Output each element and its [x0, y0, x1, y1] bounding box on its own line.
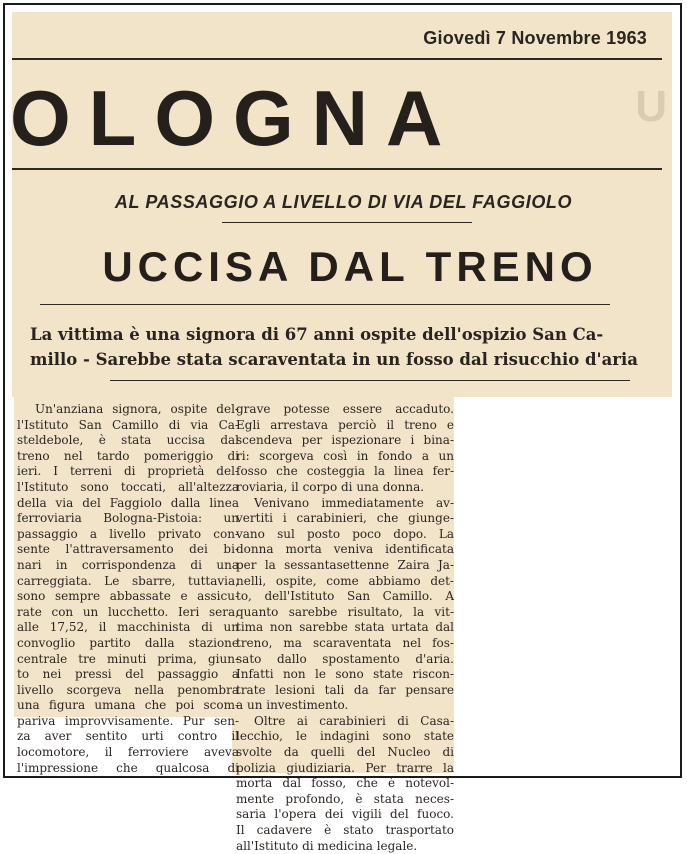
body-line: mente profondo, è stata neces-	[236, 791, 454, 806]
body-line: convoglio partito dalla stazione	[17, 635, 239, 650]
article-headline: UCCISA DAL TRENO	[102, 243, 598, 290]
body-line: rate con un lucchetto. Ieri sera,	[17, 604, 239, 619]
body-line: grave potesse essere accaduto.	[236, 402, 454, 416]
body-line: alle 17,52, il macchinista di un	[17, 620, 239, 635]
body-line: za aver sentito urti contro il	[17, 729, 239, 744]
body-line: centrale tre minuti prima, giun-	[17, 651, 239, 666]
body-line: l'Istituto San Camillo di via Ca-	[17, 417, 239, 432]
body-line: l'impressione che qualcosa di	[17, 760, 239, 775]
subhead-line: La vittima è una signora di 67 anni ospite dell'ospizio San Ca-	[30, 325, 604, 344]
date-rule	[12, 58, 662, 60]
body-line: l'Istituto sono toccati, all'altezza	[17, 479, 239, 494]
body-line: Venivano immediatamente av-	[254, 495, 454, 510]
body-line: steldebole, è stata uccisa dal	[17, 433, 239, 448]
body-line: trate lesioni tali da far pensare	[236, 682, 454, 697]
body-line: per la sessantasettenne Zaira Ja-	[236, 557, 454, 572]
body-line: lecchio, le indagini sono state	[236, 729, 454, 744]
body-line: Il cadavere è stato trasportato	[236, 823, 454, 838]
body-line: ieri. I terreni di proprietà del-	[17, 464, 239, 479]
body-line: saria l'opera dei vigili del fuoco.	[236, 807, 454, 822]
body-line: Un'anziana signora, ospite del-	[35, 402, 239, 416]
body-line: ferroviaria Bologna-Pistoia: un	[17, 511, 239, 526]
subhead-rule	[110, 380, 630, 381]
body-line: sente l'attraversamento dei bi-	[17, 542, 239, 557]
masthead-rule	[12, 168, 662, 170]
body-line: livello scorgeva nella penombra	[17, 682, 239, 697]
body-line: pariva improvvisamente. Pur sen-	[17, 713, 239, 728]
body-line: sato dallo spostamento d'aria.	[236, 651, 454, 666]
body-line: tima non sarebbe stata urtata dal	[236, 620, 454, 635]
article-subhead	[30, 322, 670, 372]
bleed-through-text: U	[635, 82, 671, 131]
body-line: polizia giudiziaria. Per trarre la	[236, 760, 454, 775]
body-line: treno nel tardo pomeriggio di	[17, 448, 239, 463]
kicker-rule	[222, 222, 472, 223]
masthead-title: OLOGNA	[10, 74, 461, 162]
article-kicker: AL PASSAGGIO A LIVELLO DI VIA DEL FAGGIOLO	[114, 192, 573, 212]
body-line: to, dell'Istituto San Camillo. A	[236, 589, 454, 604]
body-line: scendeva per ispezionare i bina-	[236, 433, 454, 448]
body-line: passaggio a livello privato con-	[17, 526, 239, 541]
body-line: vertiti i carabinieri, che giunge-	[236, 511, 454, 526]
body-line: una figura umana che poi scom-	[17, 698, 239, 713]
body-line: nelli, ospite, come abbiamo det-	[236, 573, 454, 588]
body-line: Egli arrestava perciò il treno e	[236, 417, 454, 432]
body-line: vano sul posto poco dopo. La	[236, 526, 454, 541]
subhead-line: millo - Sarebbe stata scaraventata in un fosso dal risucchio d'aria	[30, 350, 638, 369]
article-column-2	[236, 402, 454, 854]
body-line: quanto sarebbe risultato, la vit-	[236, 604, 454, 619]
body-line: morta dal fosso, che è notevol-	[236, 776, 454, 791]
body-line: nari in corrispondenza di una	[17, 557, 239, 572]
body-line: svolte da quelli del Nucleo di	[236, 745, 454, 760]
issue-date: Giovedì 7 Novembre 1963	[423, 28, 647, 48]
body-line: locomotore, il ferroviere aveva	[17, 745, 239, 760]
body-line: della via del Faggiolo dalla linea	[17, 495, 239, 510]
body-line: roviaria, il corpo di una donna.	[236, 479, 425, 494]
body-line: all'Istituto di medicina legale.	[236, 838, 418, 853]
body-line: to nei pressi del passaggio a	[17, 667, 239, 682]
body-line: Infatti non le sono state riscon-	[236, 667, 454, 682]
body-line: a un investimento.	[236, 698, 349, 713]
body-line: Oltre ai carabinieri di Casa-	[254, 713, 454, 728]
body-line: fosso che costeggia la linea fer-	[236, 464, 454, 479]
article-column-1	[17, 402, 239, 776]
headline-rule	[40, 304, 610, 305]
body-line: carreggiata. Le sbarre, tuttavia,	[17, 573, 239, 588]
body-line: sono sempre abbassate e assicu-	[17, 589, 239, 604]
body-line: donna morta veniva identificata	[236, 542, 454, 557]
body-line: ri: scorgeva così in fondo a un	[236, 448, 454, 463]
body-line: treno, ma scaraventata nel fos-	[236, 635, 454, 650]
